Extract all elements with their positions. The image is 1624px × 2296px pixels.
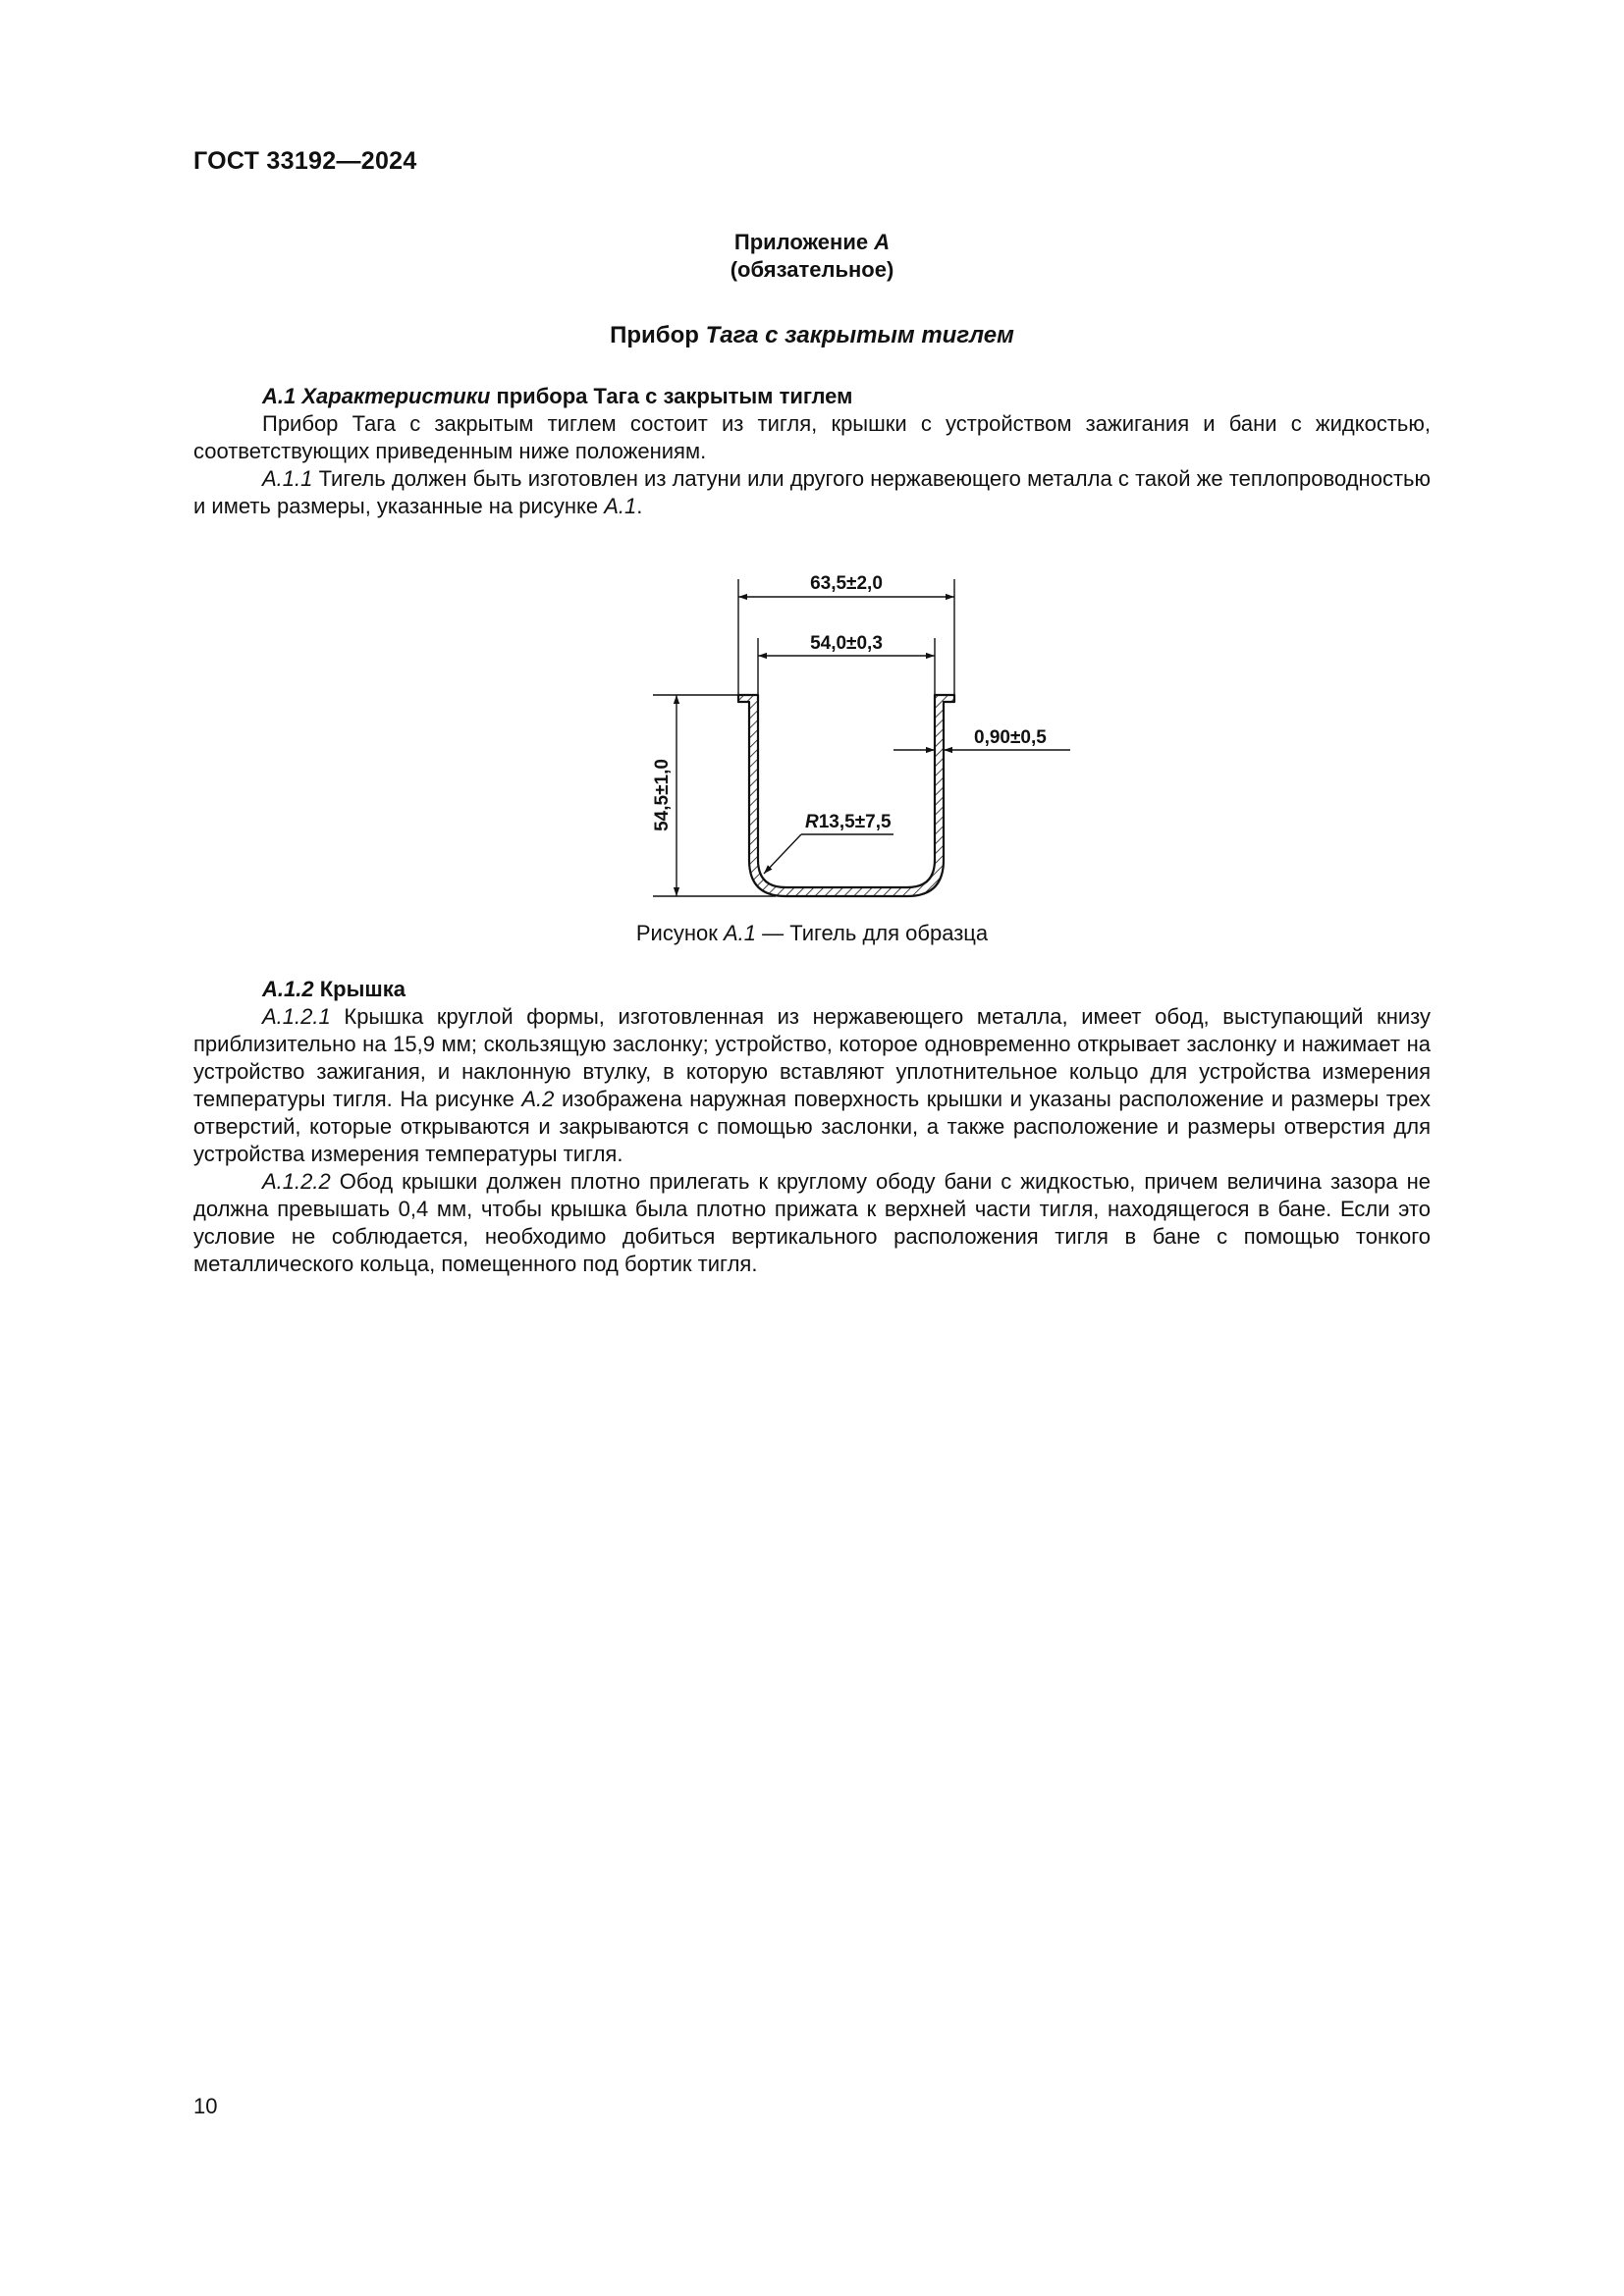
crucible-drawing [609,558,1100,916]
a1-heading [193,383,1431,410]
section-title-word: Прибор [610,322,699,348]
a111-text: Тигель должен быть изготовлен из латуни или другого нержавеющего металла с такой же теплопроводностью и иметь размеры, указанные на рисунке [193,466,1431,518]
radius-label [805,812,892,832]
a111-end: . [636,494,643,518]
a1222-number: А.1.2.2 [262,1169,331,1194]
a111-paragraph [193,465,1431,520]
radius-value: 13,5±7,5 [818,812,892,832]
a1-paragraph: Прибор Тага с закрытым тиглем состоит из тигля, крышки с устройством зажигания и бани с жидкостью, соответствующих приведенным ниже положениям. [193,411,1431,463]
radius-symbol: R [805,812,819,832]
annex-letter: А [874,230,891,254]
outer-width-label: 63,5±2,0 [810,573,883,594]
a12-title: Крышка [319,977,406,1001]
section-a1 [193,383,1431,520]
annex-word: Приложение [733,230,869,254]
crucible-figure [609,558,1100,916]
a1221-figure-ref: А.2 [521,1087,555,1111]
a1221-number: А.1.2.1 [262,1004,331,1029]
annex-status: (обязательное) [730,257,894,282]
page-number: 10 [193,2094,218,2118]
a1222-text: Обод крышки должен плотно прилегать к круглому ободу бани с жидкостью, причем величина зазора не должна превышать 0,4 мм, чтобы крышка была плотно прижата к верхней части тигля, находящегося в бане. Если это условие не соблюдается, необходимо добиться вертикального расположения тигля в бане с помощью тонкого металлического кольца, помещенного под бортик тигля. [193,1169,1431,1276]
figure-caption [0,921,1624,946]
caption-ref: А.1 [723,921,756,945]
a111-figure-ref: А.1 [604,494,637,518]
document-header: ГОСТ 33192—2024 [193,147,417,175]
section-a12 [193,976,1431,1278]
a12-number: А.1.2 [262,977,314,1001]
a1-title-rest: прибора Тага с закрытым тиглем [496,384,853,408]
a1222-paragraph [193,1168,1431,1278]
caption-prefix: Рисунок [635,921,718,945]
inner-width-label: 54,0±0,3 [810,633,883,654]
annex-title [0,229,1624,284]
a1221-text-1: Крышка круглой формы, изготовленная из нержавеющего металла, имеет обод, выступающий книзу приблизительно на 15,9 мм; скользящую заслонку; устройство, которое одновременно открывает заслонку и нажимает на устройство зажигания, и наклонную втулку, в которую вставляют уплотнительное кольцо для устройства измерения температуры тигля. На рисунке [193,1004,1431,1111]
caption-text: — Тигель для образца [762,921,989,945]
section-title-rest: Тага с закрытым тиглем [705,322,1014,348]
wall-thickness-label: 0,90±0,5 [974,727,1047,748]
section-title [0,322,1624,349]
radius-leader [764,834,801,874]
a1221-text-2: изображена наружная поверхность крышки и указаны расположение и размеры трех отверстий, которые открываются и закрываются с помощью заслонки, а также расположение и размеры отверстия для устройства измерения температуры тигля. [193,1087,1431,1166]
a1-title-italic: Характеристики [301,384,491,408]
a1221-paragraph [193,1003,1431,1168]
a1-number: А.1 [262,384,297,408]
a111-number: А.1.1 [262,466,313,491]
a12-heading [193,976,1431,1003]
height-label: 54,5±1,0 [652,759,673,831]
